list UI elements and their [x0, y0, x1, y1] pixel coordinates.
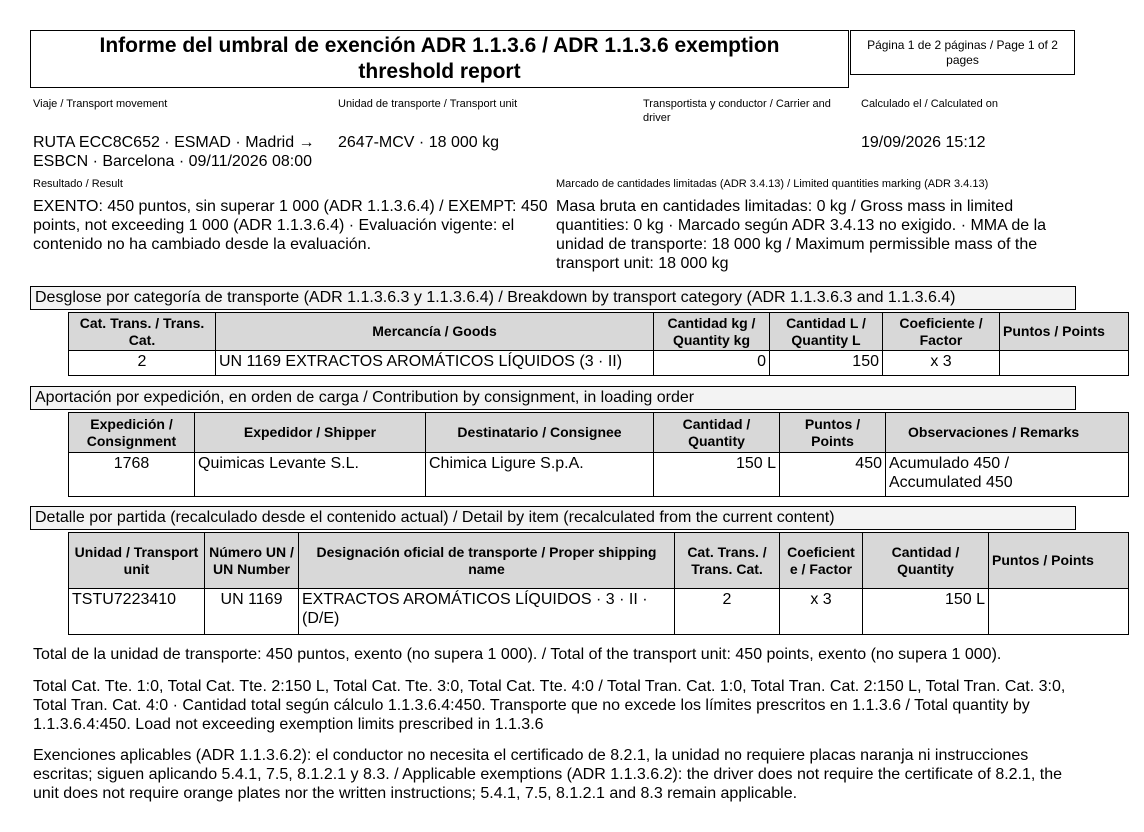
table-cell: Chimica Ligure S.p.A.: [426, 453, 654, 497]
column-header: Observaciones / Remarks: [886, 413, 1129, 453]
calculated-value: 19/09/2026 15:12: [861, 134, 986, 151]
table-cell: 2: [675, 589, 780, 635]
consignment-table: [68, 412, 1129, 497]
column-header: Destinatario / Consignee: [426, 413, 654, 453]
table-header-row: [69, 413, 1129, 453]
consignment-section-heading: Aportación por expedición, en orden de carga / Contribution by consignment, in loading order: [30, 386, 1076, 410]
detail-table: [68, 532, 1129, 635]
totals-by-category-text: Total Cat. Tte. 1:0, Total Cat. Tte. 2:150 L, Total Cat. Tte. 3:0, Total Cat. Tte. 4:0 / Total Tran. Cat. 1:0, Total Tran. Cat. 2:150 L, Total Tran. Cat. 3:0, Total Tran. Cat. 4:0 · Cantidad total según cálculo 1.1.3.6.4:450. Transporte que no excede los límites prescritos en 1.1.3.6 / Total quantity by 1.1.3.6.4:450. Load not exceeding exemption limits prescribed in 1.1.3.6: [33, 678, 1066, 733]
total-unit-text: Total de la unidad de transporte: 450 puntos, exento (no supera 1 000). / Total of the transport unit: 450 points, exento (no supera 1 000).: [33, 646, 1002, 663]
table-cell: [989, 589, 1129, 635]
transport-unit-label: Unidad de transporte / Transport unit: [338, 98, 518, 110]
table-cell: EXTRACTOS AROMÁTICOS LÍQUIDOS · 3 · II · (D/E): [299, 589, 675, 635]
limited-quantities-label: Marcado de cantidades limitadas (ADR 3.4.13) / Limited quantities marking (ADR 3.4.13): [556, 178, 989, 190]
table-cell: UN 1169 EXTRACTOS AROMÁTICOS LÍQUIDOS (3 · II): [216, 351, 654, 376]
detail-section-heading: Detalle por partida (recalculado desde el contenido actual) / Detail by item (recalculated from the current content): [30, 506, 1076, 530]
table-cell: 0: [654, 351, 770, 376]
column-header: Designación oficial de transporte / Proper shipping name: [299, 533, 675, 589]
table-cell: Quimicas Levante S.L.: [195, 453, 426, 497]
transport-movement-label: Viaje / Transport movement: [33, 98, 168, 110]
column-header: Mercancía / Goods: [216, 313, 654, 351]
column-header: Unidad / Transport unit: [69, 533, 205, 589]
table-row: [69, 351, 1129, 376]
limited-quantities-value: Masa bruta en cantidades limitadas: 0 kg / Gross mass in limited quantities: 0 kg · Marcado según ADR 3.4.13 no exigido. · MMA de la unidad de transporte: 18 000 kg / Maximum permissible mass of the transport unit: 18 000 kg: [556, 198, 1047, 272]
column-header: Coeficiente / Factor: [883, 313, 1000, 351]
column-header: Cat. Trans. / Trans. Cat.: [675, 533, 780, 589]
table-cell: Acumulado 450 / Accumulated 450: [886, 453, 1129, 497]
table-cell: x 3: [883, 351, 1000, 376]
breakdown-table-wrap: [68, 312, 1105, 376]
column-header: Cat. Trans. / Trans. Cat.: [69, 313, 216, 351]
applicable-exemptions-text: Exenciones aplicables (ADR 1.1.3.6.2): el conductor no necesita el certificado de 8.2.1, la unidad no requiere placas naranja ni instrucciones escritas; siguen aplicando 5.4.1, 7.5, 8.1.2.1 y 8.3. / Applicable exemptions (ADR 1.1.3.6.2): the driver does not require the certificate of 8.2.1, the unit does not require orange plates nor the written instructions; 5.4.1, 7.5, 8.1.2.1 and 8.3 remain applicable.: [33, 747, 1063, 802]
column-header: Número UN / UN Number: [205, 533, 299, 589]
result-value: EXENTO: 450 puntos, sin superar 1 000 (ADR 1.1.3.6.4) / EXEMPT: 450 points, not exceeding 1 000 (ADR 1.1.3.6.4) · Evaluación vigente: el contenido no ha cambiado desde la evaluación.: [33, 198, 548, 253]
table-cell: UN 1169: [205, 589, 299, 635]
calculated-label: Calculado el / Calculated on: [861, 98, 998, 110]
table-header-row: [69, 313, 1129, 351]
table-cell: 1768: [69, 453, 195, 497]
table-cell: 2: [69, 351, 216, 376]
carrier-label: Transportista y conductor / Carrier and driver: [643, 98, 831, 124]
consignment-table-wrap: [68, 412, 1078, 497]
table-cell: x 3: [780, 589, 863, 635]
detail-table-wrap: [68, 532, 1094, 635]
column-header: Puntos / Points: [780, 413, 886, 453]
column-header: Cantidad L / Quantity L: [770, 313, 883, 351]
page-indicator: Página 1 de 2 páginas / Page 1 of 2 pages: [850, 30, 1075, 75]
breakdown-table: [68, 312, 1129, 376]
column-header: Puntos / Points: [1000, 313, 1129, 351]
table-cell: 150 L: [863, 589, 989, 635]
column-header: Expedidor / Shipper: [195, 413, 426, 453]
column-header: Cantidad / Quantity: [654, 413, 780, 453]
breakdown-section-heading: Desglose por categoría de transporte (ADR 1.1.3.6.3 y 1.1.3.6.4) / Breakdown by transport category (ADR 1.1.3.6.3 and 1.1.3.6.4): [30, 286, 1076, 310]
column-header: Expedición / Consignment: [69, 413, 195, 453]
column-header: Coeficient e / Factor: [780, 533, 863, 589]
table-cell: [1000, 351, 1129, 376]
table-cell: 150 L: [654, 453, 780, 497]
report-title-box: [30, 30, 849, 88]
transport-unit-value: 2647-MCV · 18 000 kg: [338, 134, 499, 151]
table-row: [69, 589, 1129, 635]
transport-movement-value: RUTA ECC8C652 · ESMAD · Madrid → ESBCN · Barcelona · 09/11/2026 08:00: [33, 134, 315, 170]
table-row: [69, 453, 1129, 497]
table-cell: 150: [770, 351, 883, 376]
column-header: Cantidad / Quantity: [863, 533, 989, 589]
column-header: Puntos / Points: [989, 533, 1129, 589]
column-header: Cantidad kg / Quantity kg: [654, 313, 770, 351]
table-cell: TSTU7223410: [69, 589, 205, 635]
result-label: Resultado / Result: [33, 178, 123, 190]
table-cell: 450: [780, 453, 886, 497]
report-title: Informe del umbral de exención ADR 1.1.3.6 / ADR 1.1.3.6 exemption threshold report: [99, 34, 780, 83]
table-header-row: [69, 533, 1129, 589]
